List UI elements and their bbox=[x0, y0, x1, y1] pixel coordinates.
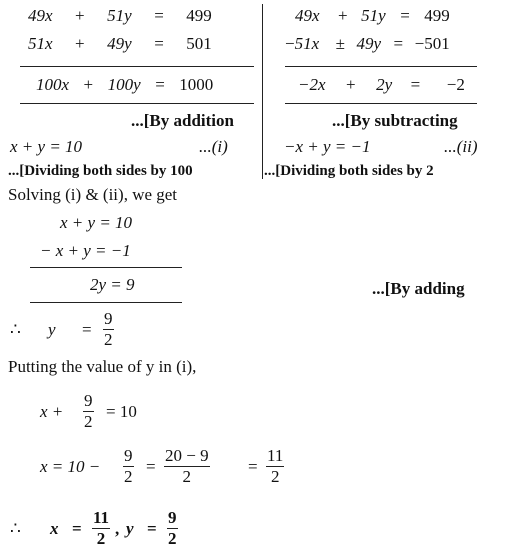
op: ± bbox=[335, 34, 345, 53]
sub1-rhs: = 10 bbox=[106, 402, 137, 421]
term: 49x bbox=[295, 6, 320, 25]
right-eq1 bbox=[295, 6, 450, 26]
sub2-frac3 bbox=[266, 447, 284, 486]
left-eq2 bbox=[28, 34, 212, 54]
denominator: 2 bbox=[124, 467, 133, 486]
const: −2 bbox=[446, 75, 465, 94]
term: 49x bbox=[28, 6, 53, 25]
final-y-eq: = bbox=[147, 519, 157, 538]
term: 51x bbox=[294, 34, 320, 53]
const: 499 bbox=[186, 6, 212, 25]
const: 1000 bbox=[179, 75, 214, 94]
final-y-fraction bbox=[167, 509, 178, 548]
right-result-eq: −x + y = −1 bbox=[284, 137, 371, 156]
sign: − bbox=[414, 34, 425, 53]
right-eq2 bbox=[285, 34, 450, 54]
eq: = bbox=[400, 6, 410, 25]
sub2-eq2: = bbox=[248, 457, 258, 476]
right-result-tag: ...(ii) bbox=[444, 137, 478, 156]
left-note: ...[By addition bbox=[131, 111, 234, 130]
therefore-y-var: y bbox=[48, 320, 56, 339]
numerator: 9 bbox=[84, 391, 93, 410]
sub2-frac1 bbox=[123, 447, 134, 486]
sub2-lhs: x = 10 − bbox=[40, 457, 101, 476]
term: 100y bbox=[107, 75, 141, 94]
final-x-eq: = bbox=[72, 519, 82, 538]
left-result-tag: ...(i) bbox=[199, 137, 228, 156]
final-x-fraction bbox=[92, 509, 110, 548]
solving-line: Solving (i) & (ii), we get bbox=[8, 185, 178, 204]
eq: = bbox=[393, 34, 404, 53]
left-rule-bottom bbox=[20, 103, 254, 104]
op: + bbox=[75, 34, 85, 53]
numerator: 9 bbox=[124, 446, 133, 465]
numerator: 9 bbox=[168, 508, 177, 527]
column-divider bbox=[262, 4, 263, 179]
eq: = bbox=[154, 6, 164, 25]
const: 499 bbox=[424, 6, 450, 25]
denominator: 2 bbox=[168, 529, 177, 548]
therefore-y-eq: = bbox=[82, 320, 92, 339]
term: 51y bbox=[361, 6, 386, 25]
stack-line1: x + y = 10 bbox=[60, 213, 133, 232]
stack-line3: 2y = 9 bbox=[90, 275, 135, 294]
numerator: 11 bbox=[93, 508, 110, 527]
numerator: 20 − 9 bbox=[165, 446, 209, 465]
sign: − bbox=[285, 34, 295, 53]
term: 49y bbox=[107, 34, 132, 53]
right-note: ...[By subtracting bbox=[332, 111, 458, 130]
right-rule-top bbox=[285, 66, 477, 67]
sub1-fraction bbox=[83, 392, 94, 431]
left-sum bbox=[36, 75, 213, 95]
stack-line2: − x + y = −1 bbox=[40, 241, 131, 260]
term: 49y bbox=[356, 34, 382, 53]
denominator: 2 bbox=[104, 330, 113, 349]
denominator: 2 bbox=[96, 529, 106, 548]
numerator: 9 bbox=[104, 309, 113, 328]
putting-line: Putting the value of y in (i), bbox=[8, 357, 197, 376]
term: 51y bbox=[107, 6, 132, 25]
op: + bbox=[75, 6, 85, 25]
denominator: 2 bbox=[182, 467, 192, 486]
final-x-var: x bbox=[50, 519, 59, 538]
left-divide-note: ...[Dividing both sides by 100 bbox=[8, 163, 193, 179]
final-sep: , bbox=[115, 519, 120, 538]
y-fraction bbox=[103, 310, 114, 349]
op: + bbox=[338, 6, 348, 25]
left-rule-top bbox=[20, 66, 254, 67]
eq: = bbox=[410, 75, 421, 94]
denominator: 2 bbox=[84, 412, 93, 431]
eq: = bbox=[155, 75, 165, 94]
numerator: 11 bbox=[267, 446, 284, 465]
sub1-lhs: x + bbox=[40, 402, 64, 421]
right-diff bbox=[298, 75, 465, 95]
const: 501 bbox=[186, 34, 212, 53]
term: −2x bbox=[298, 75, 326, 94]
stack-rule-top bbox=[30, 267, 182, 268]
term: 2y bbox=[376, 75, 393, 94]
term: 100x bbox=[36, 75, 70, 94]
therefore-symbol: ∴ bbox=[10, 320, 21, 339]
left-result-eq: x + y = 10 bbox=[10, 137, 83, 156]
final-y-var: y bbox=[126, 519, 134, 538]
right-rule-bottom bbox=[285, 103, 477, 104]
stack-rule-bottom bbox=[30, 302, 182, 303]
const: 501 bbox=[424, 34, 450, 53]
term: 51x bbox=[28, 34, 53, 53]
denominator: 2 bbox=[270, 467, 280, 486]
op: + bbox=[83, 75, 94, 94]
sub2-frac2 bbox=[164, 447, 210, 486]
sub2-eq1: = bbox=[146, 457, 156, 476]
final-therefore-symbol: ∴ bbox=[10, 519, 21, 538]
op: + bbox=[346, 75, 356, 94]
left-eq1 bbox=[28, 6, 212, 26]
stack-note: ...[By adding bbox=[372, 279, 465, 298]
right-divide-note: ...[Dividing both sides by 2 bbox=[264, 163, 434, 179]
eq: = bbox=[154, 34, 164, 53]
